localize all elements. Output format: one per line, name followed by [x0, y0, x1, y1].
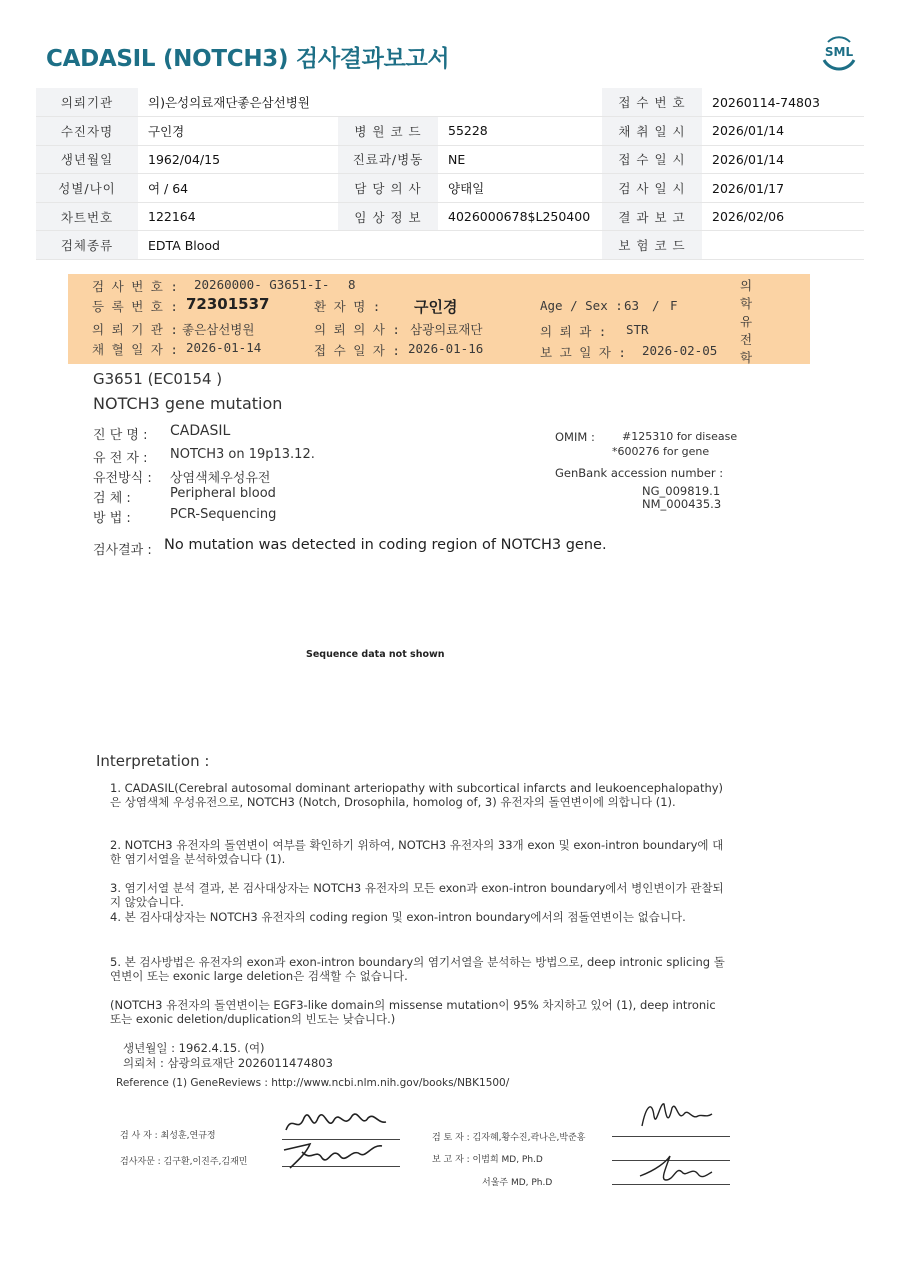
reg-no-label: 등 록 번 호 : — [92, 299, 178, 314]
age: 63 — [624, 298, 640, 313]
info-label: 생년월일 — [36, 145, 138, 174]
inheritance: 상염색체우성유전 — [170, 471, 271, 486]
info-value: 20260114-74803 — [702, 88, 864, 117]
genbank-label: GenBank accession number : — [555, 466, 724, 480]
info-value: 여 / 64 — [138, 174, 338, 203]
info-label: 보 험 코 드 — [602, 231, 702, 260]
patient-name: 구인경 — [414, 298, 458, 316]
inst: 좋은삼선병원 — [182, 322, 255, 337]
info-value: 1962/04/15 — [138, 145, 338, 174]
info-value: 2026/01/14 — [702, 117, 864, 146]
draw-date: 2026-01-14 — [186, 340, 262, 355]
info-value: 의)은성의료재단좋은삼선병원 — [138, 88, 338, 117]
logo-text: SML — [824, 45, 854, 59]
patient-info-table — [36, 88, 864, 260]
info-value: 구인경 — [138, 117, 338, 146]
reference: Reference (1) GeneReviews : http://www.ncbi.nlm.nih.gov/books/NBK1500/ — [116, 1077, 510, 1089]
inst-label: 의 뢰 기 관 : — [92, 322, 178, 337]
method: PCR-Sequencing — [170, 507, 277, 522]
result-text: No mutation was detected in coding region of NOTCH3 gene. — [164, 537, 607, 553]
info-row — [36, 202, 864, 231]
sequence-note: Sequence data not shown — [306, 649, 445, 660]
birth-info: 생년월일 : 1962.4.15. (여) — [123, 1041, 265, 1055]
advisor-signature — [282, 1138, 392, 1172]
method-label: 방 법 : — [93, 511, 131, 526]
interp-p1: 1. CADASIL(Cerebral autosomal dominant arteriopathy with subcortical infarcts and leukoencephalopathy)은 상염색체 우성유전으로, NOTCH3 (Notch, Drosophila, homolog of, 3) 유전자의 돌연변이에 의합니다 (1). — [110, 781, 724, 809]
requester-label: 의 뢰 의 사 : — [314, 322, 400, 337]
patient-label: 환 자 명 : — [314, 299, 381, 314]
requester: 삼광의료재단 — [410, 322, 483, 337]
info-row — [36, 117, 864, 146]
info-label: 접 수 번 호 — [602, 88, 702, 117]
sex: F — [670, 298, 678, 313]
specimen: Peripheral blood — [170, 486, 276, 501]
dept-label: 의 뢰 과 : — [540, 324, 607, 339]
reporter: 보 고 자 : 이범희 MD, Ph.D — [432, 1155, 543, 1165]
reviewer-sign-line — [612, 1136, 730, 1137]
info-label — [338, 88, 438, 117]
info-row — [36, 145, 864, 174]
referrer-info: 의뢰처 : 삼광의료재단 2026011474803 — [123, 1056, 333, 1070]
info-value: NE — [438, 145, 602, 174]
test-no-suffix: 8 — [348, 277, 356, 292]
info-value: 2026/01/17 — [702, 174, 864, 203]
interp-p5: 5. 본 검사방법은 유전자의 exon과 exon-intron boundary의 염기서열을 분석하는 방법으로, deep intronic splicing 돌연변이 또는 exonic large deletion은 검색할 수 없습니다. — [110, 955, 725, 983]
omim-gene: *600276 for gene — [612, 445, 710, 458]
info-label: 담 당 의 사 — [338, 174, 438, 203]
interp-p4: 4. 본 검사대상자는 NOTCH3 유전자의 coding region 및 exon-intron boundary에서의 점돌연변이는 없습니다. — [110, 910, 686, 924]
info-row — [36, 88, 864, 117]
info-value: 양태일 — [438, 174, 602, 203]
info-value: 2026/02/06 — [702, 202, 864, 231]
info-value — [702, 231, 864, 260]
info-value — [438, 88, 602, 117]
info-row — [36, 231, 864, 260]
report-title: CADASIL (NOTCH3) 검사결과보고서 — [46, 46, 450, 72]
diagnosis-label: 진 단 명 : — [93, 428, 148, 443]
info-label: 진료과/병동 — [338, 145, 438, 174]
agesex-label: Age / Sex : — [540, 298, 623, 313]
reporter-signature — [636, 1152, 716, 1188]
genbank-ng: NG_009819.1 — [642, 484, 721, 498]
gene-label: 유 전 자 : — [93, 451, 148, 466]
sml-logo — [816, 30, 862, 76]
info-label: 수진자명 — [36, 117, 138, 146]
info-value: 4026000678$L250400 — [438, 202, 602, 231]
info-label: 검체종류 — [36, 231, 138, 260]
draw-label: 채 혈 일 자 : — [92, 342, 178, 357]
info-row — [36, 174, 864, 203]
specimen-label-band: 검 사 번 호 : 20260000- G3651-I- 8 등 록 번 호 : 72301537 환 자 명 : 구인경 Age / Sex : 63 / F 의 뢰 기 관 : 좋은삼선병원 의 뢰 의 사 : 삼광의료재단 의 뢰 과 : STR 채 혈 일 자 : 2026-01-14 접 수 일 자 : 2026-01-16 보 고 일 자 : 2026-02-05 — [68, 274, 810, 364]
specimen-label: 검 체 : — [93, 491, 131, 506]
info-label: 의뢰기관 — [36, 88, 138, 117]
test-name: NOTCH3 gene mutation — [93, 394, 283, 413]
inheritance-label: 유전방식 : — [93, 471, 152, 486]
info-value: 122164 — [138, 202, 338, 231]
interp-p3: 3. 염기서열 분석 결과, 본 검사대상자는 NOTCH3 유전자의 모든 exon과 exon-intron boundary에서 병인변이가 관찰되지 않았습니다. — [110, 881, 724, 909]
info-label: 성별/나이 — [36, 174, 138, 203]
info-label: 임 상 정 보 — [338, 202, 438, 231]
info-label — [338, 231, 438, 260]
test-code: G3651 (EC0154 ) — [93, 370, 223, 388]
tester-signature — [282, 1104, 392, 1140]
interp-p6: (NOTCH3 유전자의 돌연변이는 EGF3-like domain의 missense mutation이 95% 차지하고 있어 (1), deep intronic 또는 exonic deletion/duplication의 빈도는 낮습니다.) — [110, 998, 716, 1026]
test-no-label: 검 사 번 호 : — [92, 279, 178, 294]
reviewer: 검 토 자 : 김자혜,황수진,곽나은,박준홍 — [432, 1133, 586, 1143]
tester: 검 사 자 : 최성훈,연규정 — [120, 1131, 216, 1141]
gene: NOTCH3 on 19p13.12. — [170, 447, 315, 462]
interp-p2: 2. NOTCH3 유전자의 돌연변이 여부를 확인하기 위하여, NOTCH3 유전자의 33개 exon 및 exon-intron boundary에 대한 염기서열을 분석하였습니다 (1). — [110, 838, 724, 866]
reviewer-signature — [636, 1096, 716, 1134]
test-no: 20260000- G3651-I- — [194, 277, 330, 292]
info-label: 병 원 코 드 — [338, 117, 438, 146]
info-label: 접 수 일 시 — [602, 145, 702, 174]
genbank-nm: NM_000435.3 — [642, 497, 722, 511]
reporter-2: 서울주 MD, Ph.D — [482, 1178, 553, 1188]
info-label: 결 과 보 고 — [602, 202, 702, 231]
info-value: 2026/01/14 — [702, 145, 864, 174]
receipt-date: 2026-01-16 — [408, 341, 484, 356]
info-value: EDTA Blood — [138, 231, 338, 260]
omim-label: OMIM : — [555, 430, 595, 444]
report-date: 2026-02-05 — [642, 343, 718, 358]
diagnosis: CADASIL — [170, 423, 231, 439]
dept-vertical-label: 의 학 유 전 학 — [739, 278, 753, 365]
info-label: 검 사 일 시 — [602, 174, 702, 203]
result-label: 검사결과 : — [93, 543, 152, 558]
advisor: 검사자문 : 김구환,이진주,김재민 — [120, 1157, 248, 1167]
omim-disease: #125310 for disease — [622, 430, 738, 443]
interpretation-title: Interpretation : — [96, 752, 210, 770]
info-label: 채 취 일 시 — [602, 117, 702, 146]
receipt-label: 접 수 일 자 : — [314, 343, 400, 358]
info-value — [438, 231, 602, 260]
info-label: 차트번호 — [36, 202, 138, 231]
dept: STR — [626, 322, 649, 337]
report-label: 보 고 일 자 : — [540, 345, 626, 360]
info-value: 55228 — [438, 117, 602, 146]
reg-no: 72301537 — [186, 295, 270, 313]
